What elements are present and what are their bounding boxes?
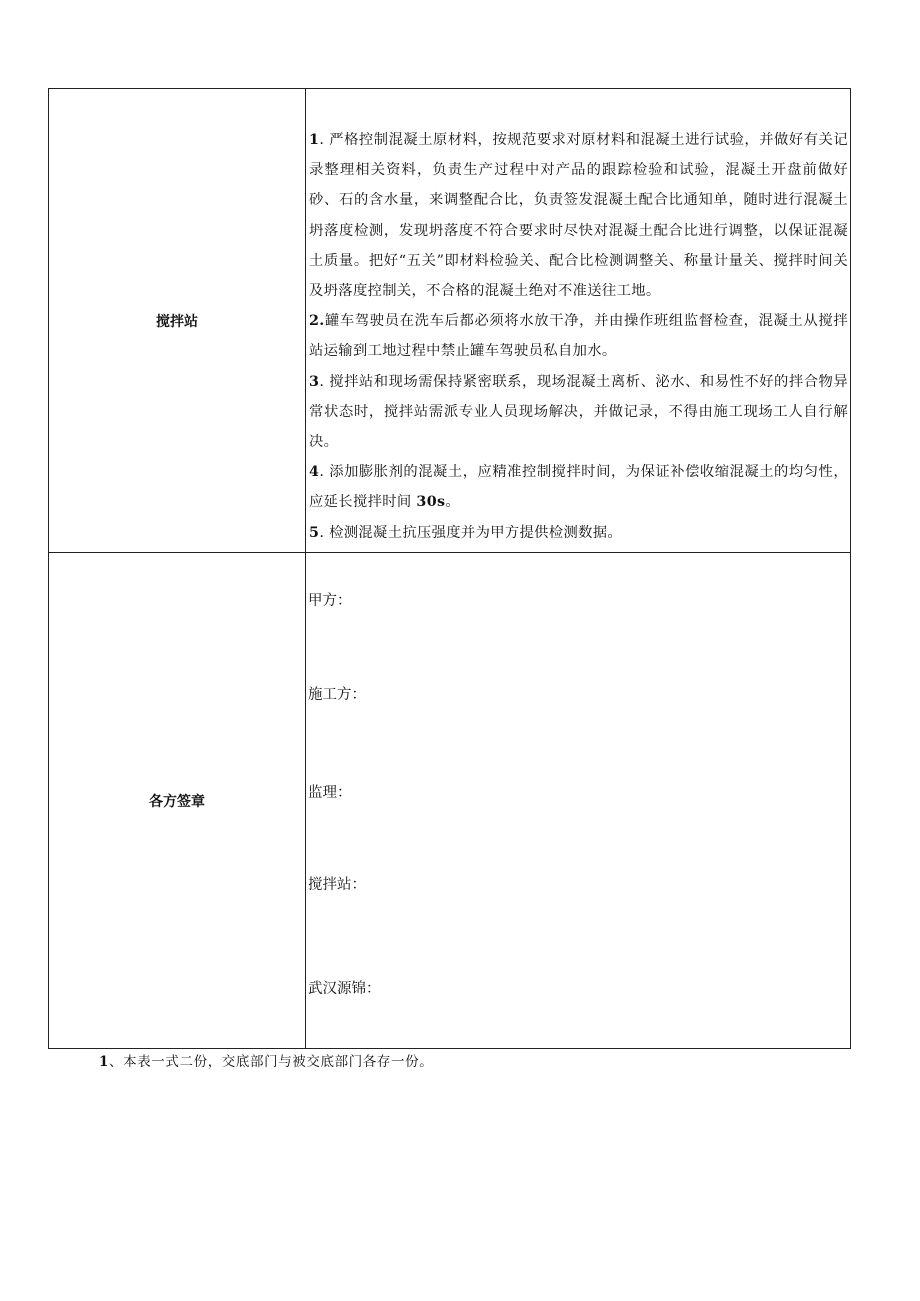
signature-party-mixing-station: 搅拌站： <box>308 877 366 893</box>
signature-party-wuhan-yuanjin: 武汉源锦： <box>308 981 381 997</box>
signature-party-contractor: 施工方： <box>308 687 366 703</box>
item-number: 3 <box>309 373 320 390</box>
requirement-item-2 <box>309 306 848 366</box>
footnote-number: 1 <box>99 1054 109 1070</box>
item-text: . 搅拌站和现场需保持紧密联系，现场混凝土离析、泌水、和易性不好的拌合物异常状态时，搅拌站需派专业人员现场解决，并做记录，不得由施工现场工人自行解决。 <box>309 373 848 451</box>
mixing-station-requirements <box>306 89 851 553</box>
signature-party-supervisor: 监理： <box>308 785 352 801</box>
footnote-text: 、本表一式二份，交底部门与被交底部门各存一份。 <box>109 1054 434 1070</box>
requirement-item-1 <box>309 125 848 306</box>
signature-party-owner: 甲方： <box>308 593 352 609</box>
item-duration: 30s <box>416 494 446 511</box>
item-number: 5 <box>309 524 320 541</box>
signatures-label: 各方签章 <box>49 553 306 1049</box>
footnote <box>99 1052 433 1072</box>
item-text: . 严格控制混凝土原材料，按规范要求对原材料和混凝土进行试验，并做好有关记录整理相关资料，负责生产过程中对产品的跟踪检验和试验，混凝土开盘前做好砂、石的含水量，来调整配合比，负责签发混凝土配合比通知单，随时进行混凝土坍落度检测，发现坍落度不符合要求时尽快对混凝土配合比进行调整，以保证混凝土质量。把好“五关”即材料检验关、配合比检测调整关、称量计量关、搅拌时间关及坍落度控制关，不合格的混凝土绝对不准送往工地。 <box>309 132 848 300</box>
item-tail: 。 <box>445 494 461 511</box>
disclosure-table <box>48 88 851 1049</box>
item-number: 4 <box>309 464 320 481</box>
item-text: . 添加膨胀剂的混凝土，应精准控制搅拌时间，为保证补偿收缩混凝土的均匀性，应延长搅拌时间 <box>309 464 848 511</box>
requirement-item-5 <box>309 518 848 548</box>
mixing-station-label: 搅拌站 <box>49 89 306 553</box>
item-text: . 检测混凝土抗压强度并为甲方提供检测数据。 <box>319 524 623 541</box>
signatures-cell <box>306 553 851 1049</box>
item-text: 罐车驾驶员在洗车后都必须将水放干净，并由操作班组监督检查，混凝土从搅拌站运输到工地过程中禁止罐车驾驶员私自加水。 <box>309 313 848 360</box>
requirement-item-3 <box>309 367 848 458</box>
requirement-item-4 <box>309 457 848 517</box>
mixing-station-row <box>49 89 851 553</box>
item-number: 1 <box>309 132 320 148</box>
signatures-row <box>49 553 851 1049</box>
item-number: 2. <box>309 313 325 330</box>
